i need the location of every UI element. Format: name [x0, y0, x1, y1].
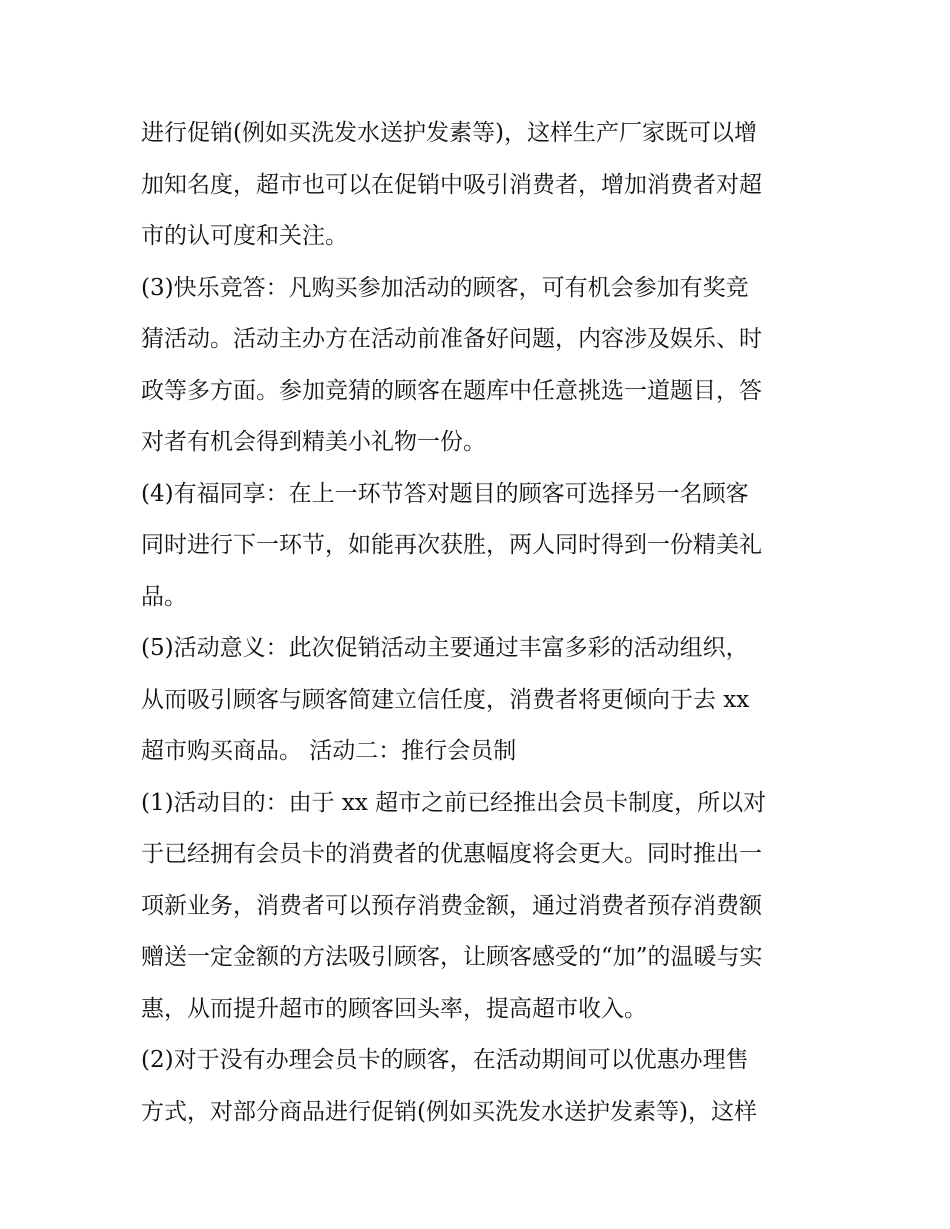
text-line: 惠，从而提升超市的顾客回头率，提高超市收入。	[141, 995, 647, 1022]
text-line: (3)快乐竞答：凡购买参加活动的顾客，可有机会参加有奖竞	[141, 274, 749, 301]
text-line: 同时进行下一环节，如能再次获胜，两人同时得到一份精美礼	[141, 532, 762, 558]
text-line: 方式，对部分商品进行促销(例如买洗发水送护发素等)，这样	[141, 1098, 757, 1125]
text-line: 品。	[141, 583, 187, 610]
body-text	[141, 108, 821, 1138]
text-line: 加知名度，超市也可以在促销中吸引消费者，增加消费者对超	[141, 171, 762, 198]
text-line: (1)活动目的：由于 xx 超市之前已经推出会员卡制度，所以对	[141, 789, 767, 816]
text-line: 市的认可度和关注。	[141, 223, 348, 249]
text-line: (2)对于没有办理会员卡的顾客，在活动期间可以优惠办理售	[141, 1047, 749, 1073]
text-line: 赠送一定金额的方法吸引顾客，让顾客感受的“加”的温暖与实	[141, 944, 763, 970]
text-line: 猜活动。活动主办方在活动前准备好问题，内容涉及娱乐、时	[141, 326, 762, 352]
text-line: 从而吸引顾客与顾客简建立信任度，消费者将更倾向于去 xx	[141, 686, 750, 713]
text-line: 进行促销(例如买洗发水送护发素等)，这样生产厂家既可以增	[141, 120, 757, 146]
text-line: 于已经拥有会员卡的消费者的优惠幅度将会更大。同时推出一	[141, 841, 762, 867]
text-line: 政等多方面。参加竞猜的顾客在题库中任意挑选一道题目，答	[141, 377, 762, 404]
text-line: 项新业务，消费者可以预存消费金额，通过消费者预存消费额	[141, 892, 762, 919]
text-line: (4)有福同享：在上一环节答对题目的顾客可选择另一名顾客	[141, 480, 749, 507]
text-line: 超市购买商品。 活动二：推行会员制	[141, 738, 517, 764]
text-line: (5)活动意义：此次促销活动主要通过丰富多彩的活动组织，	[141, 635, 749, 661]
text-line: 对者有机会得到精美小礼物一份。	[141, 429, 486, 455]
